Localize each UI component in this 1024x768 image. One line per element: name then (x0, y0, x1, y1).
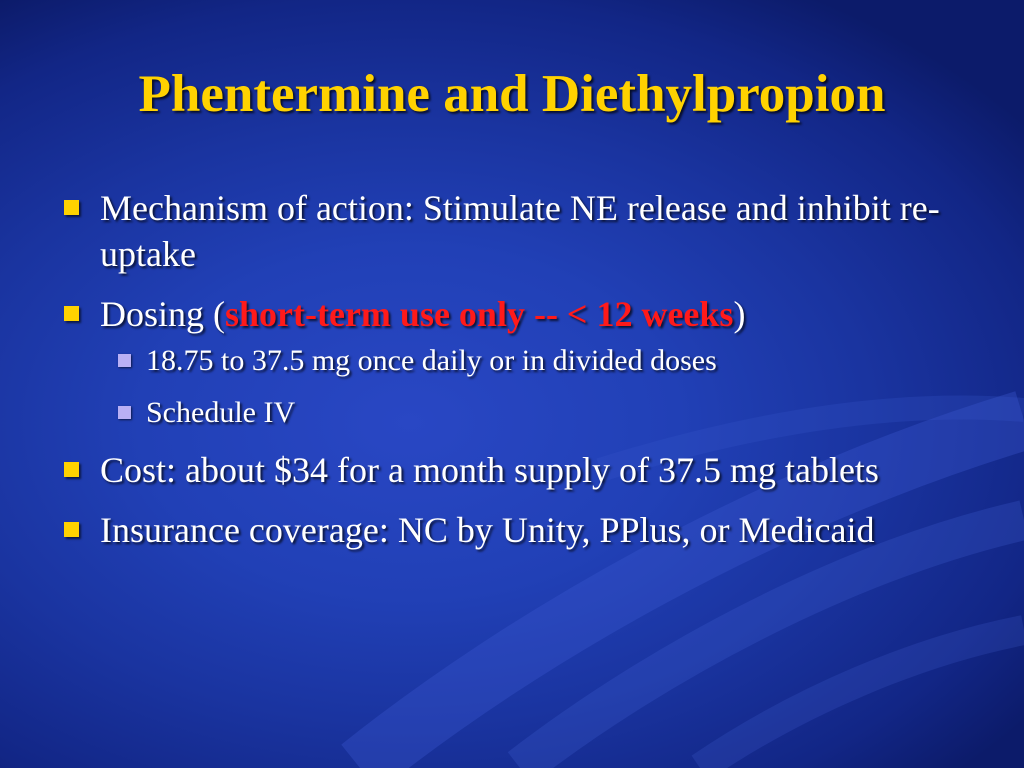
bullet-text: Mechanism of action: Stimulate NE release and inhibit re-uptake (100, 188, 940, 274)
square-bullet-icon (64, 522, 79, 537)
square-bullet-icon (64, 306, 79, 321)
sub-bullet-text: Schedule IV (146, 396, 296, 429)
square-sub-bullet-icon (118, 354, 131, 367)
square-sub-bullet-icon (118, 406, 131, 419)
bullet-insurance (62, 507, 972, 553)
slide-content (62, 185, 972, 567)
sub-bullet-dose (62, 341, 972, 381)
bullet-mechanism (62, 185, 972, 277)
sub-bullet-schedule (62, 393, 972, 433)
bullet-cost (62, 447, 972, 493)
dosing-emphasis: short-term use only -- < 12 weeks (225, 294, 734, 334)
slide-title: Phentermine and Diethylpropion (138, 65, 886, 123)
bullet-text: Insurance coverage: NC by Unity, PPlus, or Medicaid (100, 510, 875, 550)
sub-bullet-text: 18.75 to 37.5 mg once daily or in divided doses (146, 344, 717, 377)
bullet-dosing (62, 291, 972, 337)
square-bullet-icon (64, 462, 79, 477)
bullet-text: Cost: about $34 for a month supply of 37.5 mg tablets (100, 450, 879, 490)
bullet-text-prefix: Dosing ( (100, 294, 225, 334)
dosing-sub-list (62, 341, 972, 433)
bullet-text-suffix: ) (733, 294, 746, 334)
square-bullet-icon (64, 200, 79, 215)
